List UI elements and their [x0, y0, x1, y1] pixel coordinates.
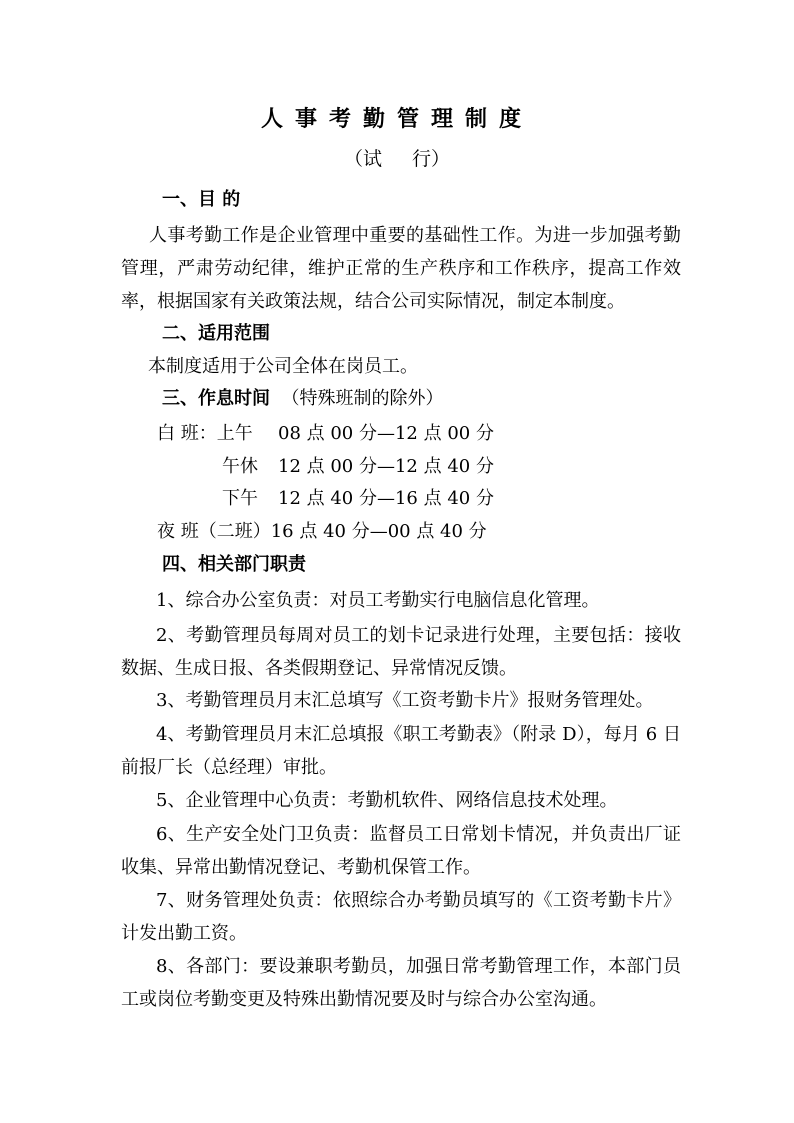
duty-item-4: 4、考勤管理员月末汇总填报《职工考勤表》（附录 D），每月 6 日前报厂长（总经理）审批。	[121, 724, 681, 778]
duty-item-3: 3、考勤管理员月末汇总填写《工资考勤卡片》报财务管理处。	[156, 690, 654, 711]
section-3-heading-line	[162, 383, 443, 415]
schedule-noon-label: 午休	[222, 456, 258, 477]
schedule-afternoon: 12 点 40 分—16 点 40 分	[278, 488, 494, 509]
section-1-body: 人事考勤工作是企业管理中重要的基础性工作。为进一步加强考勤管理，严肃劳动纪律，维护正常的生产秩序和工作秩序，提高工作效率，根据国家有关政策法规，结合公司实际情况，制定本制度。	[121, 225, 681, 312]
schedule-noon: 12 点 00 分—12 点 40 分	[278, 456, 494, 477]
section-2-body: 本制度适用于公司全体在岗员工。	[148, 356, 418, 377]
document-title: 人事考勤管理制度	[260, 106, 533, 132]
duty-item-5: 5、企业管理中心负责：考勤机软件、网络信息技术处理。	[156, 790, 618, 811]
section-2-heading: 二、适用范围	[162, 323, 270, 344]
schedule-night: 夜 班（二班）16 点 40 分—00 点 40 分	[157, 521, 487, 542]
schedule-morning: 08 点 00 分—12 点 00 分	[278, 423, 494, 444]
schedule-day-label: 白 班：上午	[157, 423, 253, 444]
duty-item-1: 1、综合办公室负责：对员工考勤实行电脑信息化管理。	[156, 590, 600, 611]
schedule-afternoon-label: 下午	[222, 488, 258, 509]
duty-item-7: 7、财务管理处负责：依照综合办考勤员填写的《工资考勤卡片》计发出勤工资。	[121, 890, 681, 944]
document-subtitle	[0, 145, 794, 173]
duty-item-2: 2、考勤管理员每周对员工的划卡记录进行处理，主要包括：接收数据、生成日报、各类假期登记、异常情况反馈。	[121, 625, 681, 679]
section-3-note: （特殊班制的除外）	[281, 388, 444, 409]
subtitle-right: 行）	[412, 148, 451, 170]
section-4-heading: 四、相关部门职责	[162, 554, 306, 575]
section-3-heading: 三、作息时间	[162, 388, 270, 409]
duty-item-6: 6、生产安全处门卫负责：监督员工日常划卡情况，并负责出厂证收集、异常出勤情况登记、考勤机保管工作。	[121, 824, 681, 878]
duty-item-8: 8、各部门：要设兼职考勤员，加强日常考勤管理工作，本部门员工或岗位考勤变更及特殊出勤情况要及时与综合办公室沟通。	[121, 956, 681, 1010]
subtitle-left: （试	[343, 148, 382, 170]
section-1-heading: 一、目 的	[162, 189, 241, 210]
